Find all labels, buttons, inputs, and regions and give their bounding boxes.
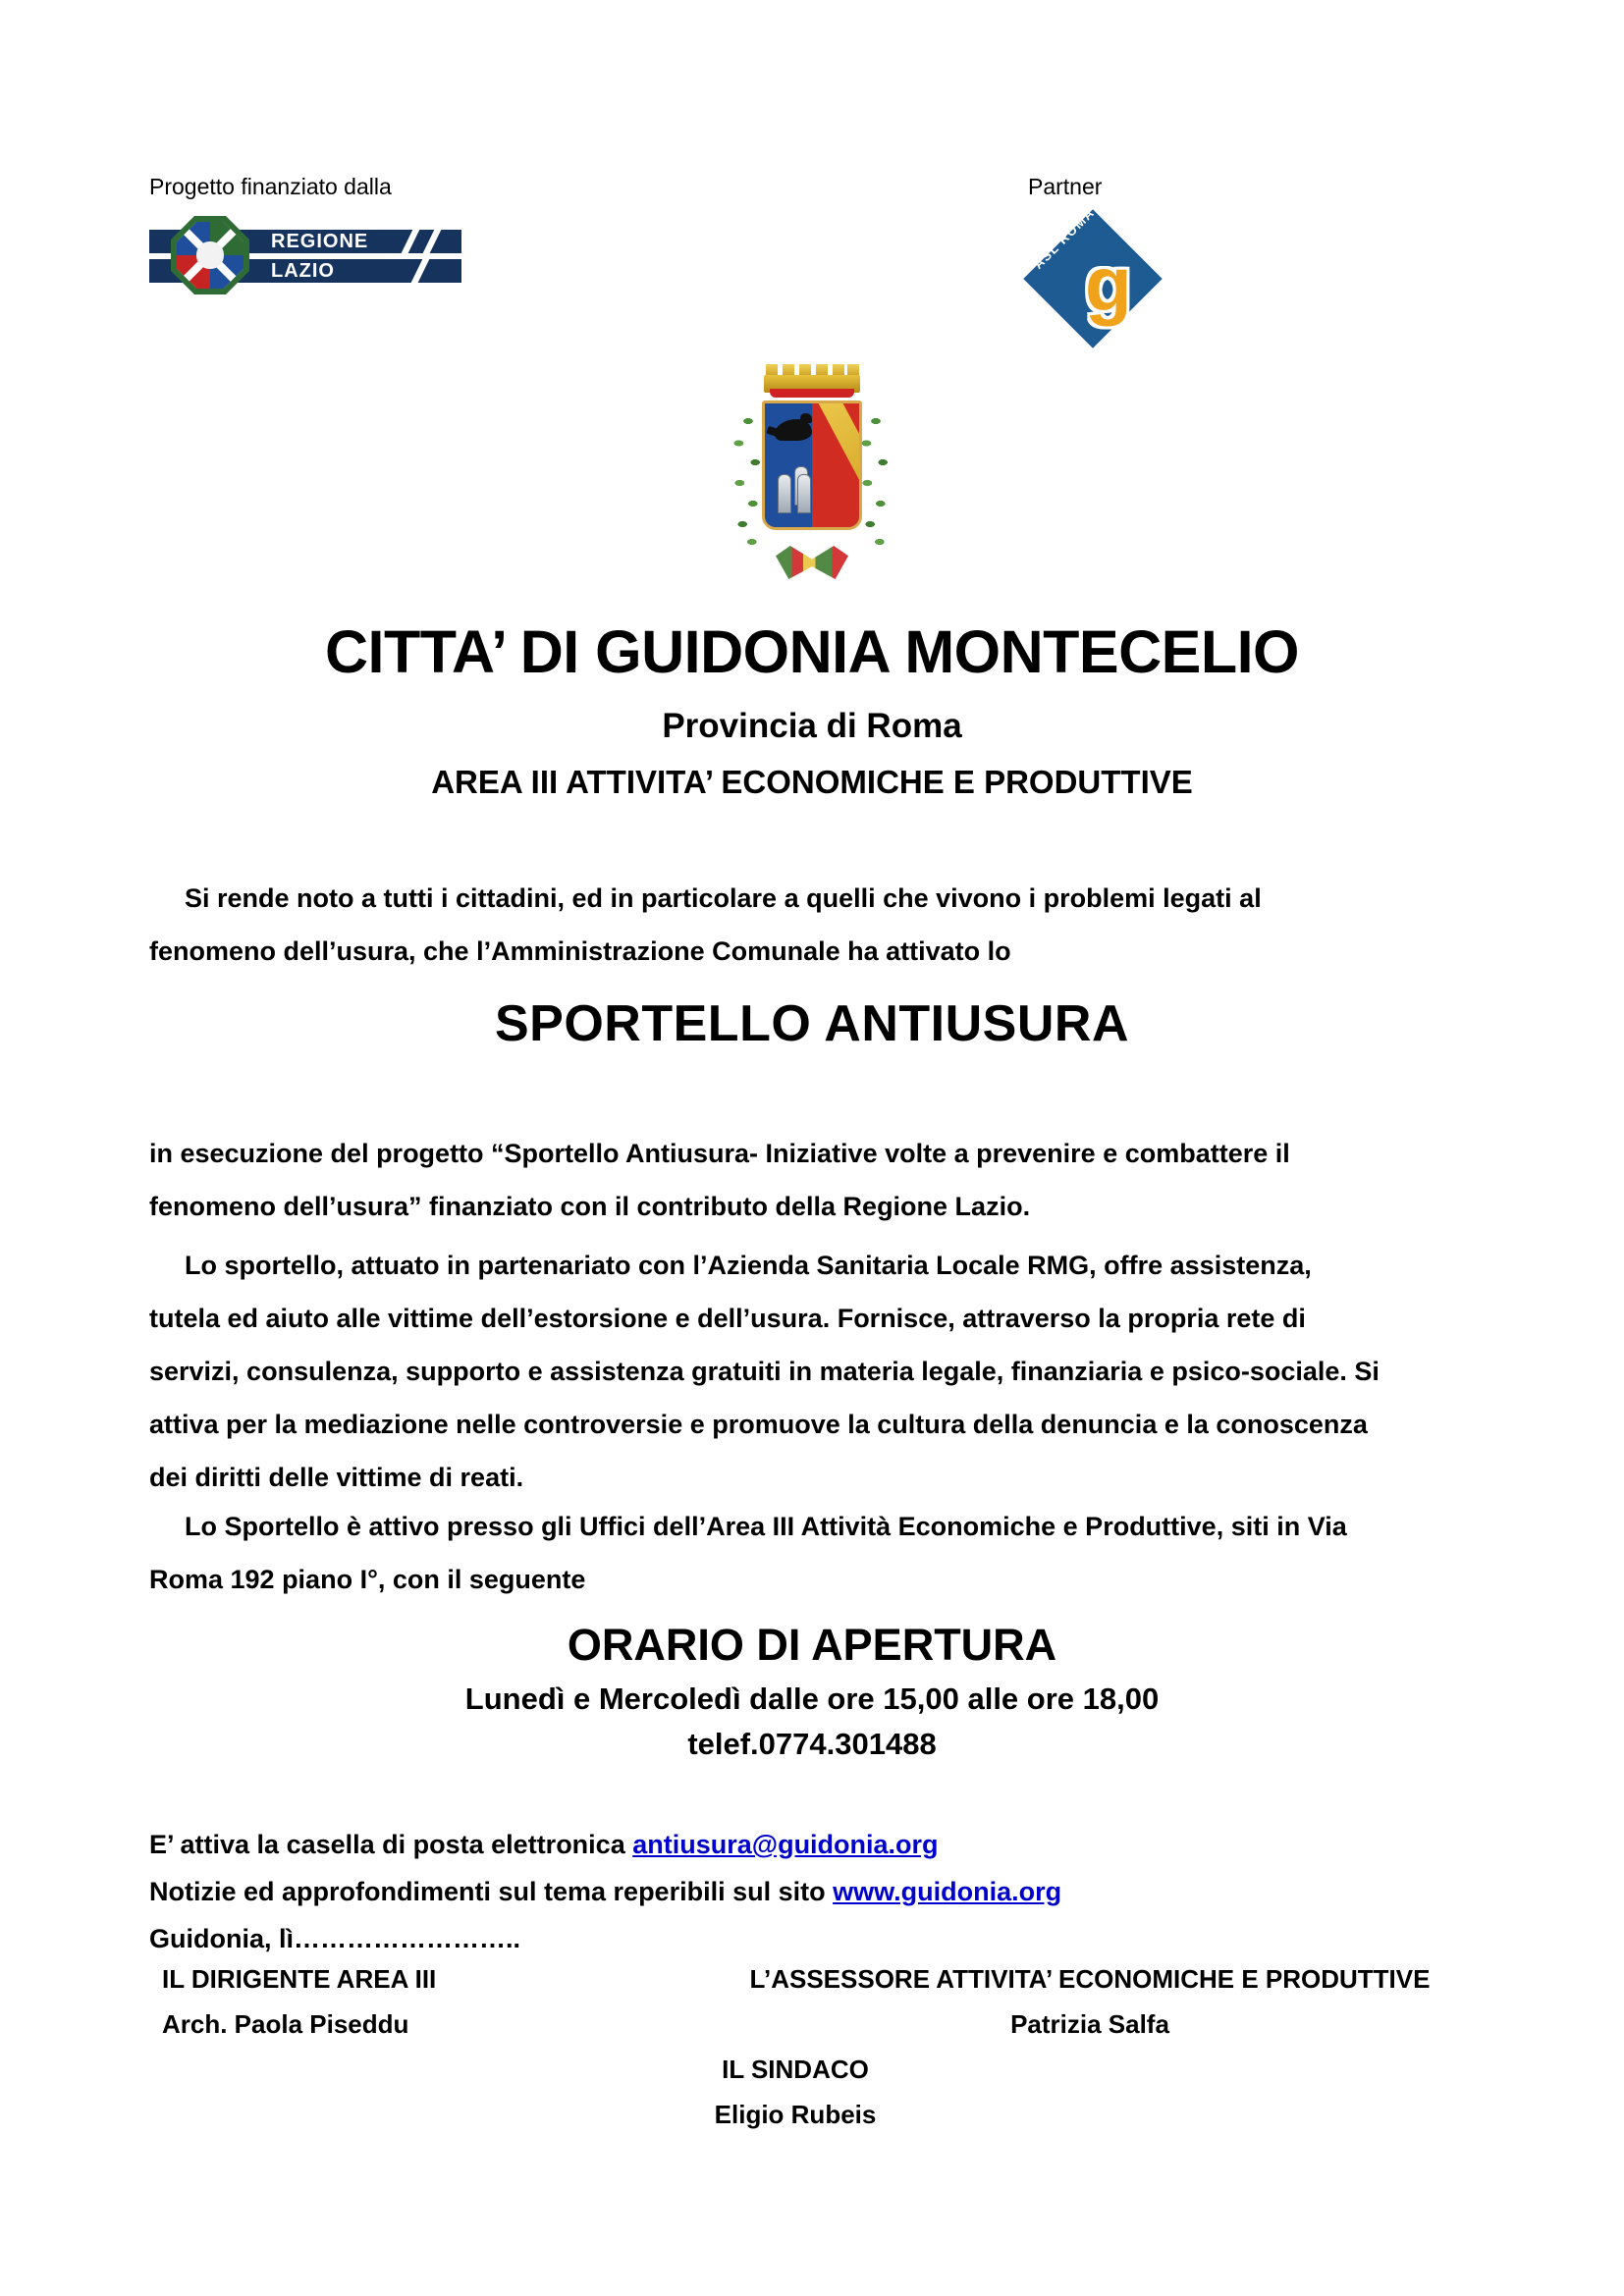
asl-logo-letter-g: g — [1085, 240, 1132, 327]
opening-hours-telephone: telef.0774.301488 — [687, 1727, 937, 1761]
dirigente-name: Arch. Paola Piseddu — [162, 2009, 409, 2039]
ribbon-icon — [776, 546, 848, 579]
coat-of-arms-icon — [719, 359, 905, 605]
partner-caption: Partner — [1028, 174, 1103, 199]
lazio-logo-line1: REGIONE — [271, 231, 369, 252]
address-paragraph — [149, 1500, 1475, 1606]
lazio-emblem-icon — [171, 216, 249, 294]
signature-row-mayor-title — [0, 2049, 1624, 2094]
service-line-1: Lo sportello, attuato in partenariato con l’Azienda Sanitaria Locale RMG, offre assistenza, — [185, 1251, 1312, 1280]
sindaco-name: Eligio Rubeis — [714, 2100, 877, 2129]
intro-paragraph — [149, 872, 1475, 978]
regione-lazio-logo — [149, 216, 461, 296]
asl-roma-g-logo — [1030, 204, 1156, 342]
service-description-paragraph — [149, 1239, 1475, 1504]
signature-row-names — [0, 2003, 1624, 2049]
email-link[interactable]: antiusura@guidonia.org — [632, 1830, 939, 1859]
page-title: CITTA’ DI GUIDONIA MONTECELIO — [325, 618, 1299, 685]
page-subtitle-area: AREA III ATTIVITA’ ECONOMICHE E PRODUTTIVE — [431, 764, 1193, 800]
service-heading: SPORTELLO ANTIUSURA — [494, 995, 1130, 1052]
website-line — [149, 1868, 1524, 1915]
website-link[interactable]: www.guidonia.org — [833, 1877, 1062, 1906]
lazio-logo-line2: LAZIO — [271, 260, 335, 282]
coat-of-arms-wrapper — [0, 359, 1624, 610]
service-line-2: tutela ed aiuto alle vittime dell’estorsione e dell’usura. Fornisce, attraverso la propria rete di — [149, 1304, 1306, 1333]
execution-line-1: in esecuzione del progetto “Sportello Antiusura- Iniziative volte a prevenire e combattere il — [149, 1139, 1290, 1168]
email-line — [149, 1821, 1524, 1868]
service-line-3: servizi, consulenza, supporto e assistenza gratuiti in materia legale, finanziaria e psico-sociale. Si — [149, 1357, 1380, 1386]
contacts-block — [149, 1821, 1524, 1962]
partner-block — [1016, 173, 1272, 342]
intro-line-1: Si rende noto a tutti i cittadini, ed in particolare a quelli che vivono i problemi legati al — [185, 883, 1262, 913]
shield-icon — [762, 400, 862, 530]
funder-block — [149, 173, 473, 296]
service-line-4: attiva per la mediazione nelle controversie e promuove la cultura della denuncia e la conoscenza — [149, 1410, 1368, 1439]
logo-row — [0, 173, 1624, 369]
opening-hours-heading: ORARIO DI APERTURA — [567, 1620, 1057, 1670]
execution-paragraph — [149, 1127, 1475, 1233]
crown-band — [770, 389, 854, 398]
address-line-2: Roma 192 piano I°, con il seguente — [149, 1565, 586, 1594]
funder-caption: Progetto finanziato dalla — [149, 174, 392, 199]
page-subtitle-province: Provincia di Roma — [662, 707, 962, 745]
service-line-5: dei diritti delle vittime di reati. — [149, 1463, 524, 1492]
opening-hours-days: Lunedì e Mercoledì dalle ore 15,00 alle ore 18,00 — [464, 1682, 1160, 1716]
sindaco-title: IL SINDACO — [722, 2055, 869, 2084]
email-prefix: E’ attiva la casella di posta elettronica — [149, 1830, 633, 1859]
tower-icon — [778, 474, 791, 513]
crown-icon — [764, 363, 860, 400]
bird-head — [800, 413, 812, 423]
tower-icon — [797, 474, 811, 513]
assessore-name: Patrizia Salfa — [1010, 2009, 1169, 2039]
website-prefix: Notizie ed approfondimenti sul tema reperibili sul sito — [149, 1877, 834, 1906]
signature-row-mayor-name — [0, 2094, 1624, 2139]
dirigente-title: IL DIRIGENTE AREA III — [162, 1964, 437, 1994]
intro-line-2: fenomeno dell’usura, che l’Amministrazione Comunale ha attivato lo — [149, 936, 1011, 966]
signature-area — [0, 1958, 1624, 2139]
lazio-center-disc — [196, 241, 223, 268]
signature-row-titles — [0, 1958, 1624, 2003]
asl-logo-text: ASL ROMA — [1030, 204, 1098, 272]
place-and-date-line: Guidonia, lì…………………….. — [149, 1924, 520, 1953]
execution-line-2: fenomeno dell’usura” finanziato con il contributo della Regione Lazio. — [149, 1192, 1031, 1221]
address-line-1: Lo Sportello è attivo presso gli Uffici dell’Area III Attività Economiche e Produttive, siti in Via — [185, 1512, 1347, 1541]
assessore-title: L’ASSESSORE ATTIVITA’ ECONOMICHE E PRODUTTIVE — [749, 1964, 1431, 1994]
